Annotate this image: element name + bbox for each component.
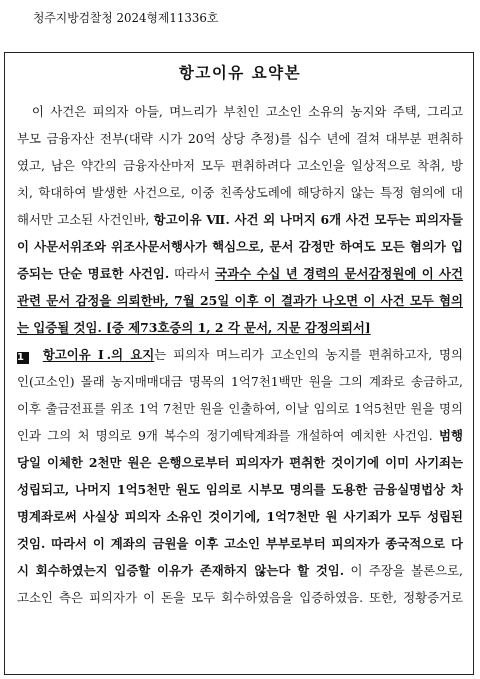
text-line: 증되는 단순 명료한 사건임. 따라서 국과수 수십 년 경력의 문서감정원에 이 사건 [17,266,463,281]
bold-text: 성립되고, 나머지 1억5천만 원도 임의로 시부모 명의를 도용한 금융실명법상 차 [17,482,463,497]
bold-text: 명계좌로써 사실상 피의자 소유인 것이기에, 1억7천만 원 사기죄가 모두 성립된 [17,509,463,524]
bold-text: 당일 이체한 2천만 원은 은행으로부터 피의자가 편취한 것이기에 이미 사기죄는 [17,455,463,470]
bold-text: 항고이유 Ⅶ. 사건 외 나머지 6개 사건 모두는 피의자들 [153,212,463,227]
text-line: 고소인 측은 피의자가 이 돈을 모두 회수하였음을 입증하였음. 또한, 정황증거로 [17,590,463,605]
bold-text: 것임. 따라서 이 계좌의 금원을 이후 고소인 부부로부터 피의자가 종국적으로 다 [17,536,463,551]
text-line: 시 회수하였는지 입증할 이유가 존재하지 않는다 할 것임. 이 주장을 볼론으로, [17,563,463,578]
text-line [17,289,463,313]
document-title: 항고이유 요약본 [178,63,302,82]
text-line: 인(고소인) 몰래 농지매매대금 명목의 1억7천1백만 원을 그의 계좌로 송금하고, [17,374,463,389]
text-line: 이 사건은 피의자 아들, 며느리가 부친인 고소인 소유의 농지와 주택, 그리고 [17,104,463,119]
text-line [17,505,463,529]
section-heading-line: 1 항고이유 Ⅰ.의 요지는 피의자 며느리가 고소인의 농지를 편취하고자, 명의 [17,347,463,363]
text-line [17,451,463,475]
text-line: 이후 출금전표를 위조 1억 7천만 원을 인출하여, 이날 임의로 1억5천만 원을 명의 [17,401,463,416]
text-line [17,478,463,502]
bold-underlined-text: 국과수 수십 년 경력의 문서감정원에 이 사건 [215,266,463,281]
text-line: 치, 학대하여 발생한 사건으로, 이중 친족상도례에 해당하지 않는 특정 혐의에 대 [17,185,463,200]
text-line: 였고, 남은 약간의 금융자산마저 모두 편취하려다 고소인을 일상적으로 착취, 방 [17,158,463,173]
text-line: 해서만 고소된 사건인바, 항고이유 Ⅶ. 사건 외 나머지 6개 사건 모두는 피의자들 [17,212,463,227]
text-line [17,316,463,340]
bold-underlined-text: 관련 문서 감정을 의뢰한바, 7월 25일 이후 이 결과가 나오면 이 사건 모두 혐의 [17,293,463,308]
section-heading: 항고이유 Ⅰ.의 요지 [42,347,155,362]
bold-text: 증되는 단순 명료한 사건임. [17,266,170,281]
text-line [17,235,463,259]
bold-underlined-text: 는 입증될 것임. [증 제73호증의 1, 2 각 문서, 지문 감정의뢰서] [17,320,371,335]
text-line: 부모 금융자산 전부(대략 시가 20억 상당 추정)를 십수 년에 걸쳐 대부분 편취하 [17,131,463,146]
case-number-header: 청주지방검찰청 2024형제11336호 [33,11,219,25]
bold-text: 이 사문서위조와 위조사문서행사가 핵심으로, 문서 감정만 하여도 모든 혐의가 입 [17,239,463,254]
bold-text: 범행 [439,428,463,443]
bold-text: 시 회수하였는지 입증할 이유가 존재하지 않는다 할 것임. [17,563,345,578]
section-number-badge: 1 [17,352,29,364]
text-line [17,532,463,556]
text-line: 인과 그의 처 명의로 9개 복수의 정기예탁계좌를 개설하여 예치한 사건임. 범행 [17,428,463,443]
